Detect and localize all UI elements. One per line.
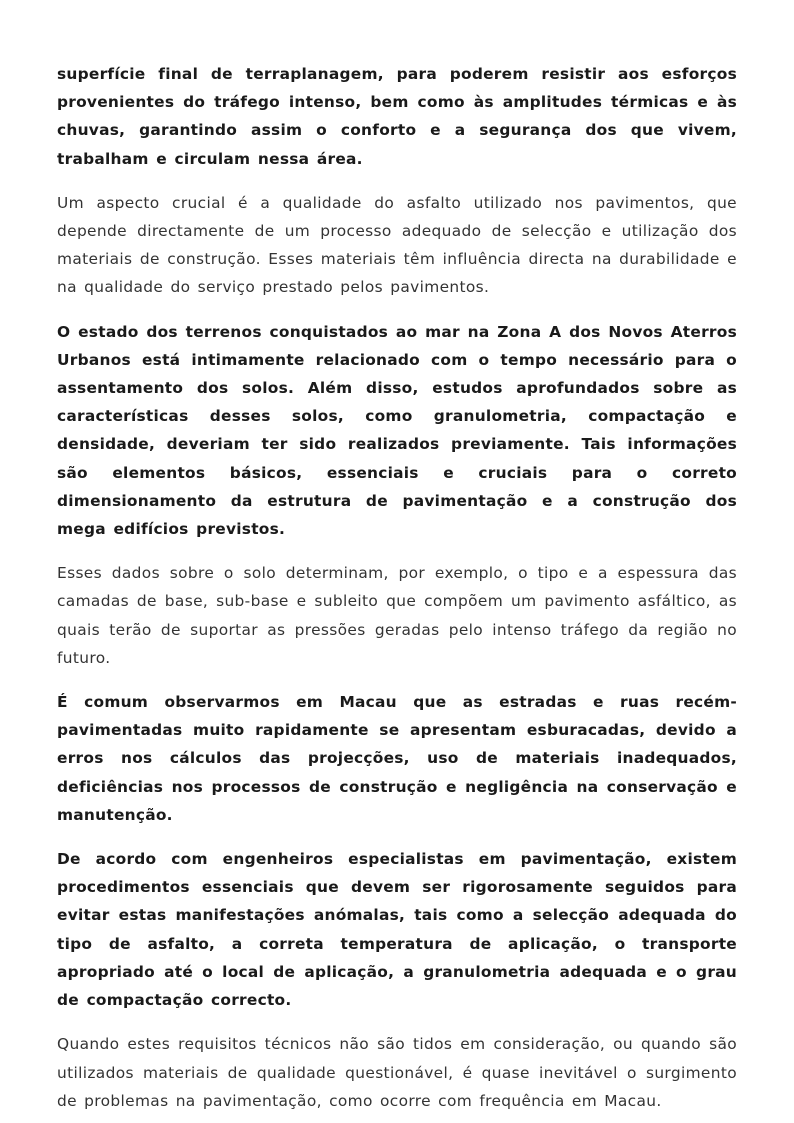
paragraph-estado-terrenos: O estado dos terrenos conquistados ao mar na Zona A dos Novos Aterros Urbanos está intimamente relacionado com o tempo necessário para o assentamento dos solos. Além disso, estudos aprofundados sobre as características desses solos, como granulometria, compactação e densidade, deveriam ter sido realizados previamente. Tais informações são elementos básicos, essenciais e cruciais para o correto dimensionamento da estrutura de pavimentação e a construção dos mega edifícios previstos.	[57, 322, 737, 539]
paragraph-engenheiros-procedimentos: De acordo com engenheiros especialistas em pavimentação, existem procedimentos essenciais que devem ser rigorosamente seguidos para evitar estas manifestações anómalas, tais como a selecção adequada do tipo de asfalto, a correta temperatura de aplicação, o transporte apropriado até o local de aplicação, a granulometria adequada e o grau de compactação correcto.	[57, 850, 737, 1010]
paragraph-qualidade-asfalto: Um aspecto crucial é a qualidade do asfalto utilizado nos pavimentos, que depende directamente de um processo adequado de selecção e utilização dos materiais de construção. Esses materiais têm influência directa na durabilidade e na qualidade do serviço prestado pelos pavimentos.	[57, 193, 737, 297]
paragraph-dados-solo: Esses dados sobre o solo determinam, por exemplo, o tipo e a espessura das camadas de base, sub-base e subleito que compõem um pavimento asfáltico, as quais terão de suportar as pressões geradas pelo intenso tráfego da região no futuro.	[57, 564, 737, 667]
paragraph-requisitos-tecnicos: Quando estes requisitos técnicos não são tidos em consideração, ou quando são utilizados materiais de qualidade questionável, é quase inevitável o surgimento de problemas na pavimentação, como ocorre com frequência em Macau.	[57, 1035, 737, 1110]
paragraph-terraplanagem: superfície final de terraplanagem, para poderem resistir aos esforços provenientes do tráfego intenso, bem como às amplitudes térmicas e às chuvas, garantindo assim o conforto e a segurança dos que vivem, trabalham e circulam nessa área.	[57, 65, 737, 168]
paragraph-estradas-esburacadas: É comum observarmos em Macau que as estradas e ruas recém-pavimentadas muito rapidamente se apresentam esburacadas, devido a erros nos cálculos das projecções, uso de materiais inadequados, deficiências nos processos de construção e negligência na conservação e manutenção.	[57, 693, 737, 824]
